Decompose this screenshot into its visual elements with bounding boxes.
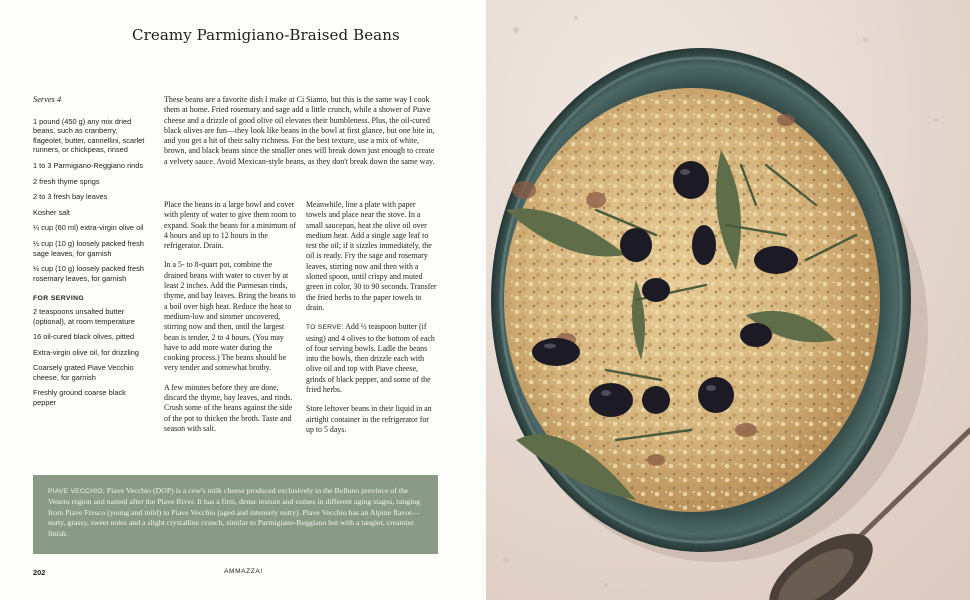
ingredient-item: 2 fresh thyme sprigs — [33, 176, 100, 186]
serves-label: Serves 4 — [33, 95, 62, 104]
to-serve-text: Add ½ teaspoon butter (if using) and 4 olives to the bottom of each of four serving bowls. Ladle the beans into the bowls, then drizzle each with olive oil and top with Piave cheese, grinds of black pepper, and some of the fried herbs. — [306, 322, 435, 395]
page-number: 202 — [33, 568, 46, 577]
ingredient-item: Kosher salt — [33, 207, 70, 217]
recipe-title: Creamy Parmigiano-Braised Beans — [132, 26, 400, 44]
ingredient-item: ½ cup (10 g) loosely packed fresh rosemary leaves, for garnish — [33, 264, 144, 283]
ingredient-item: ½ cup (10 g) loosely packed fresh sage leaves, for garnish — [33, 238, 144, 258]
piave-vecchio-sidebar — [33, 475, 438, 554]
method-step: Meanwhile, line a plate with paper towels and place near the stove. In a small saucepan, heat the olive oil over medium heat. Add a single sage leaf to test the oil; if it sizzles immediately, the oil is ready. Fry the sage and rosemary leaves, stirring now and then with a slotted spoon, until crispy and muted green in color, 30 to 90 seconds. Transfer the fried herbs to the paper towels to drain. — [306, 200, 437, 312]
method-step: Place the beans in a large bowl and cover with plenty of water to give them room to expand. Soak the beans for a minimum of 4 hours and up to 12 hours in the refrigerator. Drain. — [164, 200, 296, 251]
method-column-1 — [164, 200, 296, 443]
running-title: AMMAZZA! — [224, 568, 263, 575]
ingredient-item: ¼ cup (60 ml) extra-virgin olive oil — [33, 223, 144, 233]
sidebar-text: Piave Vecchio (DOP) is a cow's milk cheese produced exclusively in the Belluno province of the Veneto region and named after the Piave River. It has a firm, dense texture and comes in different aging stages, ranging from Piave Fresco (young and mild) to Piave Vecchio (aged and intensely nutty). Piave Vecchio has an Alpine flavor—nutty, grassy, sweet notes and a slight crystalline crunch, similar to Parmigiano-Reggiano but with a tangier, creamier finish. — [48, 486, 421, 538]
serving-item: Freshly ground coarse black pepper — [33, 388, 126, 408]
method-step: Store leftover beans in their liquid in an airtight container in the refrigerator for up to 5 days. — [306, 404, 432, 434]
serving-item: 16 oil-cured black olives, pitted — [33, 332, 135, 342]
method-column-2 — [306, 200, 438, 444]
ingredient-item: 1 to 3 Parmigiano-Reggiano rinds — [33, 160, 144, 170]
serving-item: 2 teaspoons unsalted butter (optional), at room temperature — [33, 306, 135, 326]
method-step: A few minutes before they are done, discard the thyme, bay leaves, and rinds. Crush some of the beans against the side of the pot to thicken the broth. Taste and season with salt. — [164, 382, 293, 433]
ingredient-item: 1 pound (450 g) any mix dried beans, such as cranberry, flageolet, butter, cannellini, scarlet runners, or chickpeas, rinsed — [33, 116, 145, 155]
recipe-intro: These beans are a favorite dish I make at Ci Siamo, but this is the same way I cook them at home. Fried rosemary and sage add a little crunch, while a shower of Piave cheese and a drizzle of good olive oil elevates their humbleness. Plus, the oil-cured black olives are fun—they look like beans in the bowl at first glance, but one bite in, and you get a hit of their salty richness. For the best texture, use a mix of white, brown, and black beans since the smaller ones will break down just enough to create a velvety sauce. Avoid Mexican-style beans, as they don't break down the same way. — [164, 95, 435, 166]
method-step-to-serve — [306, 322, 438, 395]
to-serve-label: TO SERVE: — [306, 324, 344, 332]
ingredient-list — [33, 95, 149, 414]
bean-bowl-photo — [486, 0, 970, 600]
serving-item: Extra-virgin olive oil, for drizzling — [33, 347, 139, 357]
for-serving-heading: FOR SERVING — [33, 295, 85, 303]
ingredient-item: 2 to 3 fresh bay leaves — [33, 192, 108, 202]
method-step: In a 5- to 8-quart pot, combine the drained beans with water to cover by at least 2 inches. Add the Parmesan rinds, thyme, and bay leaves. Bring the beans to a boil over high heat. Reduce the heat to medium-low and simmer uncovered, stirring now and then, until the largest bean is tender, 2 to 4 hours. (You may have to add more water during the cooking process.) The beans should be very tender and somewhat brothy. — [164, 260, 296, 373]
serving-item: Coarsely grated Piave Vecchio cheese, for garnish — [33, 363, 134, 382]
sidebar-label: PIAVE VECCHIO: — [48, 488, 105, 495]
